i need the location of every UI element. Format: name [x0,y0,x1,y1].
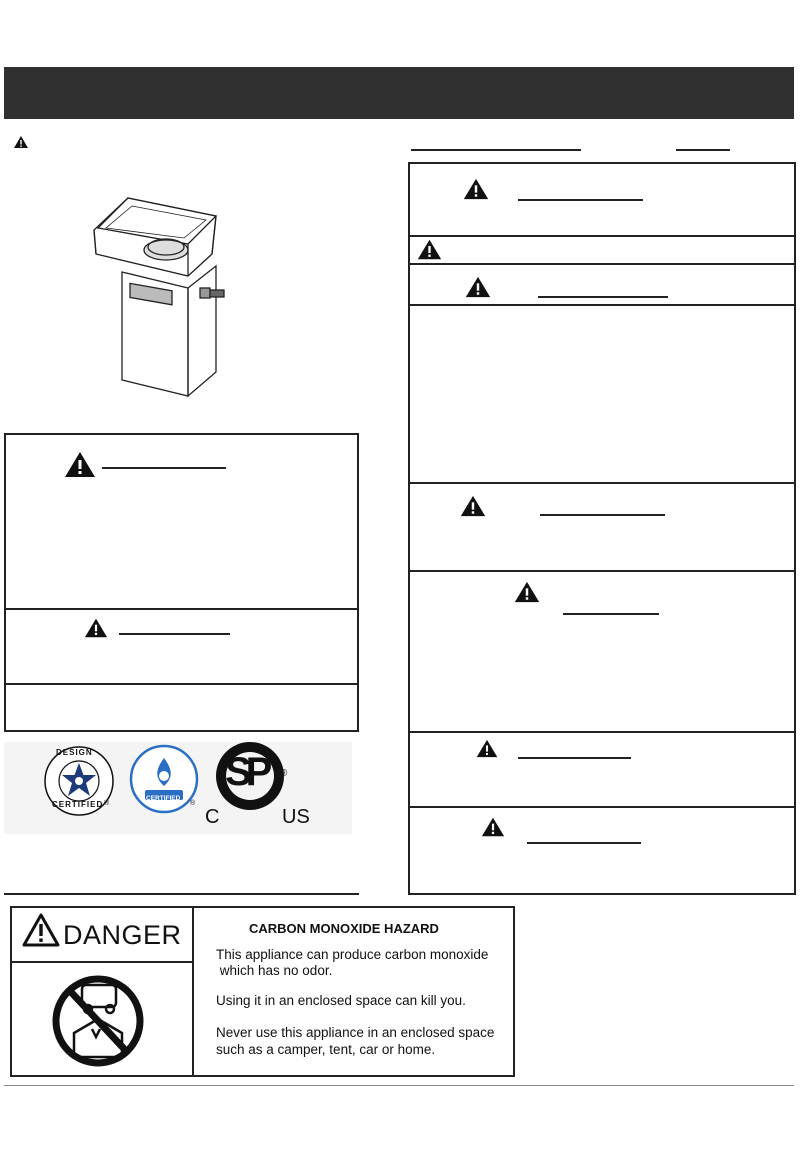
divider [408,570,796,572]
heading-underline [676,149,730,151]
danger-text-line: such as a camper, tent, car or home. [216,1042,436,1057]
design-label: DESIGN [56,748,93,757]
fire-pit-burner-illustration [88,192,238,398]
divider [408,731,796,733]
divider [4,893,359,895]
warning-triangle-icon [481,817,505,837]
certified-label: CERTIFIED [52,800,104,809]
divider [192,906,194,1077]
warning-triangle-icon [84,618,108,638]
danger-text-line: Never use this appliance in an enclosed space [216,1025,495,1040]
warning-triangle-icon [463,178,489,200]
warning-triangle-icon [13,135,29,149]
right-warning-box [408,162,796,895]
warning-triangle-icon [514,581,540,603]
heading-underline [540,514,665,516]
registered-mark: ® [104,800,110,807]
warning-triangle-icon [460,495,486,517]
heading-underline [518,757,631,759]
page-bottom-rule [4,1085,794,1086]
divider [408,304,796,306]
warning-triangle-icon [465,276,491,298]
divider [4,683,359,685]
heading-underline [119,633,230,635]
heading-underline [518,199,643,201]
danger-label-title: CARBON MONOXIDE HAZARD [249,921,439,936]
danger-text-line: Using it in an enclosed space can kill you. [216,993,466,1008]
warning-triangle-icon [64,451,96,478]
heading-underline [102,467,226,469]
section-header-bar [4,67,794,119]
heading-underline [411,149,581,151]
divider [408,482,796,484]
warning-triangle-icon [417,239,442,260]
no-enclosed-space-icon [52,967,144,1071]
divider [408,235,796,237]
divider [4,608,359,610]
left-warning-box [4,433,359,732]
warning-triangle-icon [476,739,498,758]
csa-us-label: US [282,806,310,828]
registered-mark: ® [280,768,288,779]
gas-certified-label: CERTIFIED [146,795,181,802]
danger-signal-word: DANGER [63,920,182,950]
divider [10,961,192,963]
danger-warning-triangle-icon [22,913,60,947]
danger-text-line: This appliance can produce carbon monoxide [216,947,489,962]
csa-logo-text: SP [225,750,267,794]
heading-underline [538,296,668,298]
heading-underline [527,842,641,844]
csa-c-label: C [205,806,220,828]
danger-text-line: which has no odor. [216,963,333,978]
registered-mark: ® [190,800,196,807]
heading-underline [563,613,659,615]
gas-certified-logo [129,744,199,814]
divider [408,806,796,808]
divider [408,263,796,265]
